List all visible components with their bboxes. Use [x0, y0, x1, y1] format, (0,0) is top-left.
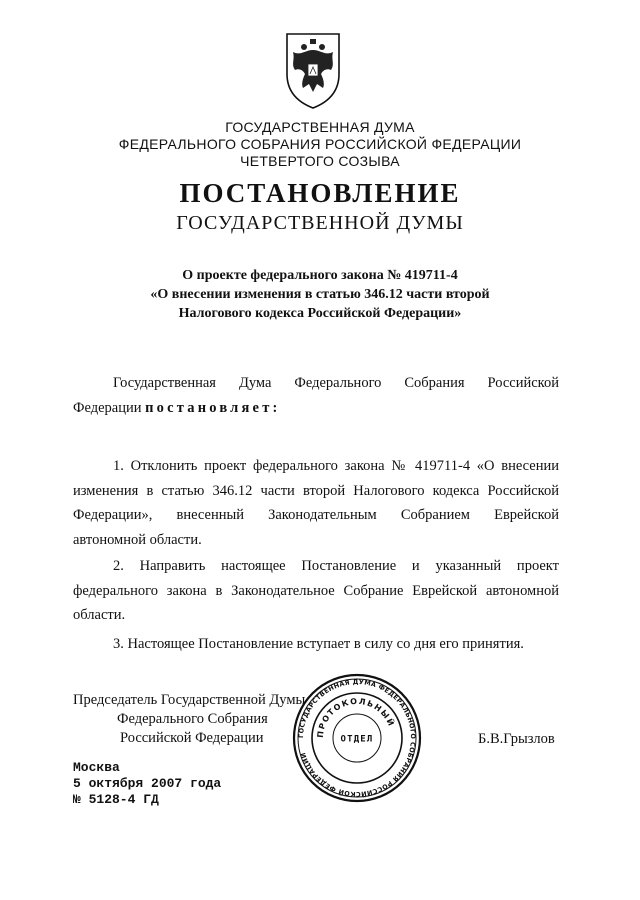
item-1-line-1: 1. Отклонить проект федерального закона № 419711-4 «О внесении — [113, 458, 559, 474]
item-3-line-1: 3. Настоящее Постановление вступает в силу со дня его принятия. — [113, 636, 524, 652]
header-line-2: ФЕДЕРАЛЬНОГО СОБРАНИЯ РОССИЙСКОЙ ФЕДЕРАЦИИ — [118, 136, 522, 152]
header-line-1: ГОСУДАРСТВЕННАЯ ДУМА — [225, 119, 415, 135]
document-title: ПОСТАНОВЛЕНИЕ — [179, 178, 461, 208]
document-subtitle: ГОСУДАРСТВЕННОЙ ДУМЫ — [176, 212, 464, 234]
footer-number: № 5128-4 ГД — [73, 792, 159, 807]
subject-line-3: Налогового кодекса Российской Федерации» — [178, 306, 462, 321]
item-2-line-3: области. — [73, 607, 126, 623]
footer-date: 5 октября 2007 года — [73, 776, 222, 791]
footer-city: Москва — [73, 760, 120, 775]
item-2-line-2: федерального закона в Законодательное Собрание Еврейской автономной — [73, 583, 559, 599]
preamble-line-2 — [73, 396, 559, 421]
subject-line-2: «О внесении изменения в статью 346.12 части второй — [150, 287, 490, 302]
header-line-3: ЧЕТВЕРТОГО СОЗЫВА — [240, 153, 400, 169]
preamble-decision-word: постановляет: — [145, 400, 281, 416]
stamp-ring-text: ПРОТОКОЛЬНЫЙ — [315, 696, 397, 739]
signatory-title-line-1: Председатель Государственной Думы — [73, 692, 306, 708]
stamp-center-text: ОТДЕЛ — [340, 734, 374, 745]
preamble-line-1: Государственная Дума Федерального Собрания Российской — [113, 375, 559, 391]
item-1-line-2: изменения в статью 346.12 части второй Налогового кодекса Российской — [73, 483, 559, 499]
item-1-line-3: Федерации», внесенный Законодательным Собранием Еврейской — [73, 507, 559, 523]
stamp-outer-text: ГОСУДАРСТВЕННАЯ ДУМА ФЕДЕРАЛЬНОГО СОБРАНИЯ РОССИЙСКОЙ ФЕДЕРАЦИИ — [296, 677, 418, 799]
preamble-prefix: Федерации — [73, 400, 146, 416]
item-2-line-1: 2. Направить настоящее Постановление и указанный проект — [113, 558, 559, 574]
item-1-line-4: автономной области. — [73, 532, 202, 548]
signatory-title-line-2: Федерального Собрания — [117, 711, 268, 727]
official-stamp — [291, 672, 423, 804]
subject-line-1: О проекте федерального закона № 419711-4 — [182, 268, 458, 283]
signatory-name: Б.В.Грызлов — [478, 731, 555, 747]
signatory-title-line-3: Российской Федерации — [120, 730, 264, 746]
coat-of-arms-icon — [279, 30, 347, 110]
